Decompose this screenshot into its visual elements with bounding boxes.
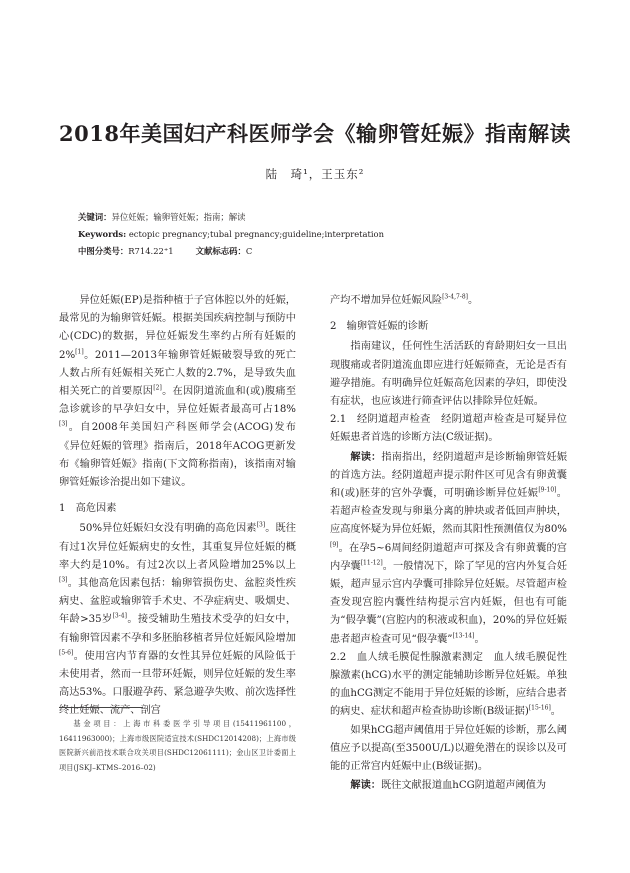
citation: [15-16]: [528, 705, 551, 713]
keywords-label: 关键词：: [78, 212, 112, 222]
intro-text: 。2011—2013年输卵管妊娠破裂导致的死亡人数占所有妊娠相关死亡人数的2.7%，是导致失血相关死亡的首要原因: [59, 349, 296, 398]
intro-text: 异位妊娠(EP)是指种植于子宫体腔以外的妊娠，最常见的为输卵管妊娠。根据美国疾病控制与预防中心(CDC)的数据，异位妊娠发生率约占所有妊娠的2%: [59, 295, 296, 361]
interpretation-label: 解读：: [350, 450, 382, 463]
citation: [3-4,7-8]: [442, 293, 468, 301]
hcg-interpretation: [330, 776, 567, 795]
article-title: 2018年美国妇产科医师学会《输卵管妊娠》指南解读: [59, 121, 571, 146]
keywords-value: 异位妊娠；输卵管妊娠；指南；解读: [111, 212, 246, 222]
body-text: 。: [467, 295, 479, 306]
citation: [5-6]: [59, 649, 74, 657]
ultrasound-interpretation: [330, 448, 567, 649]
body-text: 。一般情况下，除了罕见的宫内外复合妊娠，超声显示宫内孕囊可排除异位妊娠。尽管超声检查发现宫腔内囊性结构提示宫内妊娠，但也有可能为“假孕囊”(宫腔内的积液或积血)，20%的异位妊娠患者超声检查可见“假孕囊”: [330, 560, 568, 645]
subsection-2-2: [330, 649, 567, 722]
left-column: [59, 292, 296, 721]
footnote-divider: [59, 707, 143, 708]
body-text: 。: [474, 633, 485, 645]
citation: [13-14]: [452, 632, 475, 640]
risk-text: 。既往有过1次异位妊娠病史的女性，其重复异位妊娠的概率大约是10%。有过2次以上者风险增加25%以上: [59, 523, 296, 571]
body-text: 。: [550, 706, 561, 718]
clc-value: R714.22⁺1: [128, 246, 174, 256]
section-heading-2: 2 输卵管妊娠的诊断: [330, 321, 429, 333]
keywords-en: [78, 227, 558, 242]
risk-text: 。其他高危因素包括：输卵管损伤史、盆腔炎性疾病史、盆腔或输卵管手术史、不孕症病史、吸烟史、年龄>35岁: [59, 578, 296, 626]
body-text: 。在孕5~6周间经阴道超声可探及含有卵黄囊的宫内孕囊: [330, 542, 567, 572]
body-text: 指南指出，经阴道超声是诊断输卵管妊娠的首选方法。经阴道超声提示附件区可见含有卵黄囊和(或)胚芽的宫外孕囊，可明确诊断异位妊娠: [330, 451, 568, 500]
keywords-en-label: Keywords:: [78, 229, 127, 239]
citation: [3-4]: [112, 613, 127, 621]
right-column: [330, 292, 567, 795]
citation: [3]: [59, 576, 68, 584]
continued-paragraph: [330, 292, 567, 310]
clc-label: 中图分类号：: [78, 246, 129, 256]
author-line: 陆 琦¹，王玉东²: [265, 167, 365, 181]
subsection-2-1: 2.1 经阴道超声检查 经阴道超声检查是可疑异位妊娠患者首选的诊断方法(C级证据)。: [330, 414, 567, 444]
section-heading-1: 1 高危因素: [59, 503, 117, 515]
doccode-value: C: [245, 246, 253, 256]
citation: [3]: [59, 421, 68, 429]
citation: [3]: [256, 522, 266, 530]
citation: [1]: [75, 348, 84, 356]
risk-text: 。使用宫内节育器的女性其异位妊娠的风险低于未使用者，然而一旦带环妊娠，则异位妊娠的发生率高达53%。口服避孕药、紧急避孕失败、前次选择性终止妊娠、流产、剖宫: [59, 650, 296, 717]
classification-line: [78, 244, 558, 259]
risk-paragraph: [59, 520, 296, 720]
doccode-label: 文献标志码：: [195, 246, 246, 256]
body-text: 。若超声检查发现与卵巢分离的肿块或者低回声肿块，应高度怀疑为异位妊娠，然而其阳性预测值仅为80%: [330, 488, 567, 536]
risk-text: 。接受辅助生殖技术受孕的妇女中，有输卵管因素不孕和多胚胎移植者异位妊娠风险增加: [59, 614, 297, 644]
intro-text: 。在因阴道流血和(或)腹痛至急诊就诊的早孕妇女中，异位妊娠者最高可占18%: [59, 386, 297, 416]
risk-text: 50%异位妊娠妇女没有明确的高危因素: [79, 523, 257, 535]
intro-text: 。自2008年美国妇产科医师学会(ACOG)发布《异位妊娠的管理》指南后，2018年ACOG更新发布《输卵管妊娠》指南(下文简称指南)，该指南对输卵管妊娠诊治提出如下建议。: [59, 422, 296, 489]
intro-paragraph: [59, 292, 296, 492]
keywords-en-value: ectopic pregnancy;tubal pregnancy;guideline;interpretation: [128, 229, 384, 239]
body-text: 既往文献报道血hCG阴道超声阈值为: [380, 780, 547, 792]
interpretation-label: 解读：: [350, 779, 381, 792]
body-text: 产均不增加异位妊娠风险: [330, 295, 443, 306]
citation: [11-12]: [360, 559, 383, 567]
citation: [9]: [330, 541, 339, 549]
funding-footnote: 基金项目：上海市科委医学引导项目(15411961100，16411963000)；上海市级医院适宜技术(SHDC12014208)；上海市级医院新兴前沿技术联合攻关项目(SHDC12061111)；金山区卫计委面上项目(JSKJ–KTMS–2016–02): [59, 719, 296, 772]
recommendation-paragraph: 指南建议，任何性生活活跃的育龄期妇女一旦出现腹痛或者阴道流血即应进行妊娠筛查，无论是否有避孕措施。有明确异位妊娠高危因素的孕妇，即使没有症状，也应该进行筛查评估以排除异位妊娠。: [330, 341, 567, 408]
hcg-threshold-paragraph: 如果hCG超声阈值用于异位妊娠的诊断，那么阈值应予以提高(至3500U/L)以避免潜在的误诊以及可能的正常宫内妊娠中止(B级证据)。: [330, 724, 567, 773]
citation: [2]: [153, 384, 162, 392]
citation: [9-10]: [538, 486, 557, 494]
body-text: 2.2 血人绒毛膜促性腺激素测定 血人绒毛膜促性腺激素(hCG)水平的测定能辅助诊断异位妊娠。单独的血hCG测定不能用于异位妊娠的诊断，应结合患者的病史、症状和超声检查协助诊断(B级证据): [330, 651, 567, 718]
keywords-zh: [78, 210, 558, 225]
